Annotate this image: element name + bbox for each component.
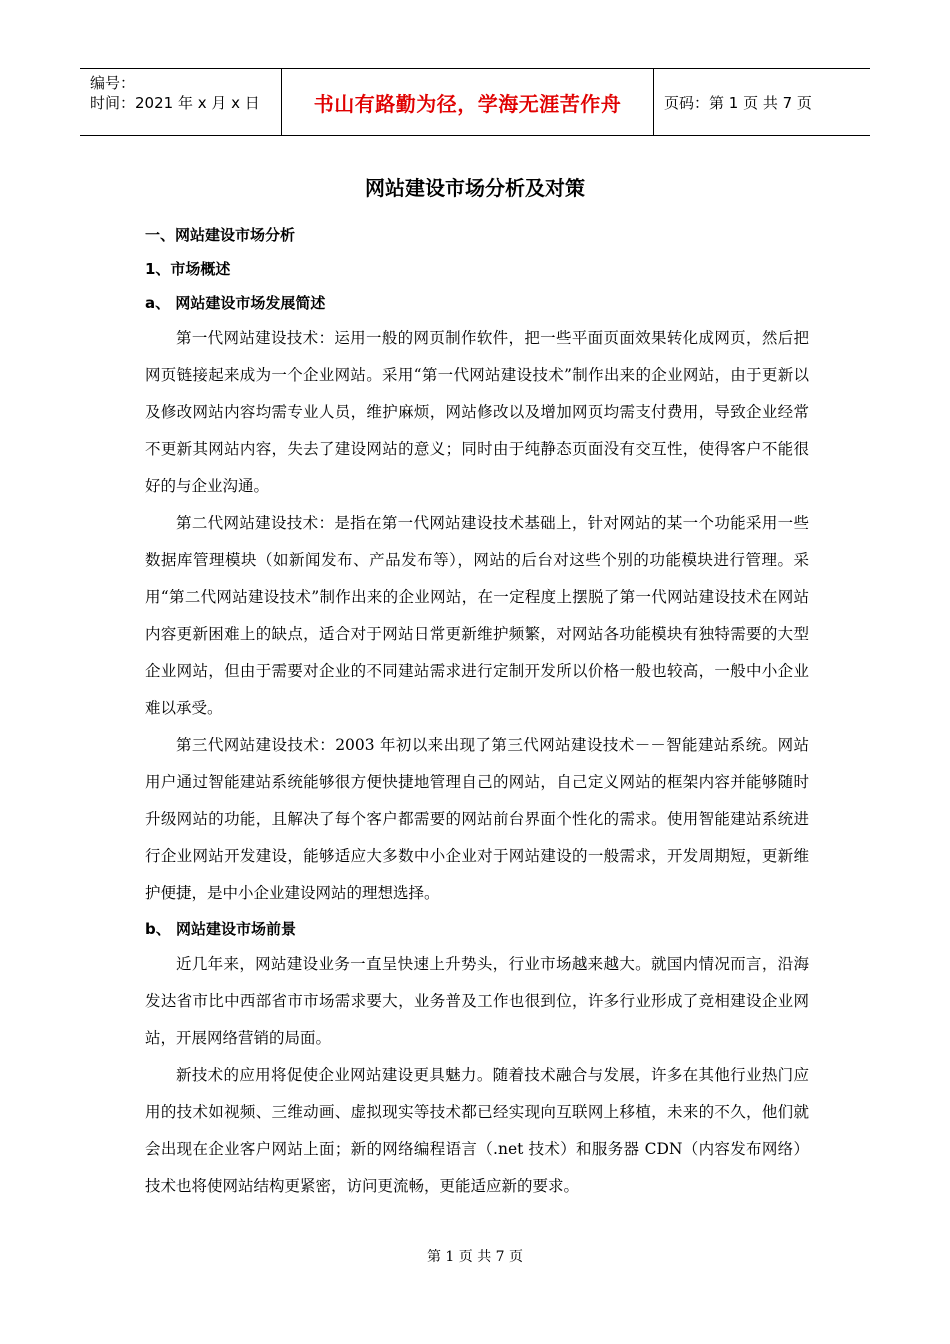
document-title: 网站建设市场分析及对策 xyxy=(365,176,585,200)
document-date: 时间：2021 年 x 月 x 日 xyxy=(90,94,260,112)
subsection-a-heading: a、 网站建设市场发展简述 xyxy=(145,294,326,312)
header-motto: 书山有路勤为径，学海无涯苦作舟 xyxy=(313,91,622,116)
section-heading: 一、网站建设市场分析 xyxy=(145,226,296,244)
paragraph-new-technology: 新技术的应用将促使企业网站建设更具魅力。随着技术融合与发展，许多在其他行业热门应用的技术如视频、三维动画、虚拟现实等技术都已经实现向互联网上移植，未来的不久，他们就会出现在企业客户网站上面；新的网络编程语言（.net 技术）和服务器 CDN（内容发布网络）技术也将使网站结构更紧密，访问更流畅，更能适应新的要求。 xyxy=(145,1066,809,1195)
subsection-b-heading: b、 网站建设市场前景 xyxy=(145,920,296,938)
header-motto-cell xyxy=(282,69,654,135)
paragraph-second-generation: 第二代网站建设技术：是指在第一代网站建设技术基础上，针对网站的某一个功能采用一些数据库管理模块（如新闻发布、产品发布等），网站的后台对这些个别的功能模块进行管理。采用“第二代网站建设技术”制作出来的企业网站，在一定程度上摆脱了第一代网站建设技术在网站内容更新困难上的缺点，适合对于网站日常更新维护频繁，对网站各功能模块有独特需要的大型企业网站，但由于需要对企业的不同建站需求进行定制开发所以价格一般也较高，一般中小企业难以承受。 xyxy=(145,514,809,717)
header-page-info: 页码：第 1 页 共 7 页 xyxy=(664,93,812,112)
header-meta xyxy=(80,69,282,135)
paragraph-first-generation: 第一代网站建设技术：运用一般的网页制作软件，把一些平面页面效果转化成网页，然后把网页链接起来成为一个企业网站。采用“第一代网站建设技术”制作出来的企业网站，由于更新以及修改网站内容均需专业人员，维护麻烦，网站修改以及增加网页均需支付费用，导致企业经常不更新其网站内容，失去了建设网站的意义；同时由于纯静态页面没有交互性，使得客户不能很好的与企业沟通。 xyxy=(145,329,809,495)
page-footer: 第 1 页 共 7 页 xyxy=(426,1249,524,1265)
subsection-heading: 1、市场概述 xyxy=(145,260,231,278)
document-body xyxy=(145,218,809,1205)
paragraph-market-growth: 近几年来，网站建设业务一直呈快速上升势头，行业市场越来越大。就国内情况而言，沿海发达省市比中西部省市市场需求要大，业务普及工作也很到位，许多行业形成了竞相建设企业网站，开展网络营销的局面。 xyxy=(145,955,809,1047)
document-number-label: 编号： xyxy=(90,74,136,92)
header-table xyxy=(80,68,870,136)
paragraph-third-generation: 第三代网站建设技术：2003 年初以来出现了第三代网站建设技术－－智能建站系统。网站用户通过智能建站系统能够很方便快捷地管理自己的网站，自己定义网站的框架内容并能够随时升级网站的功能，且解决了每个客户都需要的网站前台界面个性化的需求。使用智能建站系统进行企业网站开发建设，能够适应大多数中小企业对于网站建设的一般需求，开发周期短，更新维护便捷，是中小企业建设网站的理想选择。 xyxy=(145,736,809,902)
